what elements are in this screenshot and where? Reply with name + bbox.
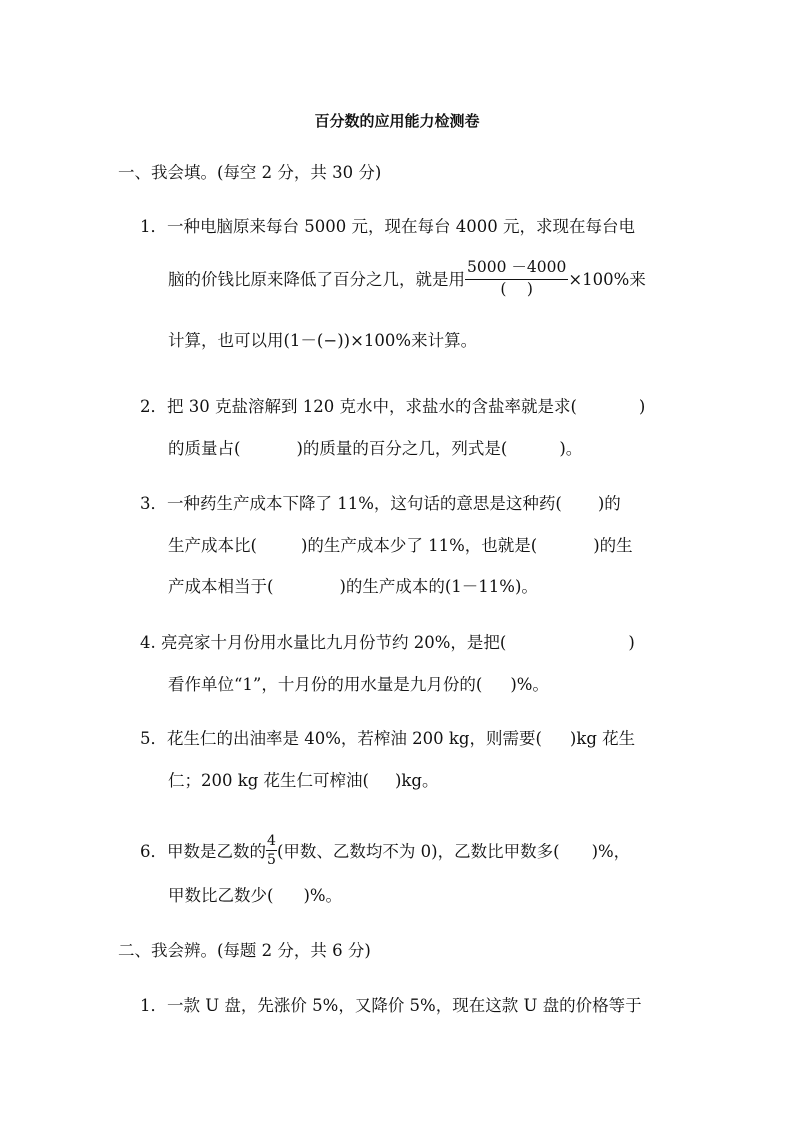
section-1-heading: 一、我会填。(每空 2 分，共 30 分) <box>118 163 382 182</box>
fraction-numerator: 5000 －4000 <box>465 260 568 280</box>
question-1-fraction <box>465 260 568 297</box>
question-6-text: 6．甲数是乙数的 <box>140 842 266 861</box>
question-4-text: ) <box>628 633 635 652</box>
question-6-text: )%， <box>591 842 631 861</box>
question-4-text: 4. 亮亮家十月份用水量比九月份节约 20%，是把( <box>140 633 507 652</box>
question-5-text: )kg。 <box>394 771 439 790</box>
question-3-text: 产成本相当于( <box>168 577 274 596</box>
question-1-line-2 <box>168 258 646 299</box>
question-2-line-2 <box>168 441 582 458</box>
question-3-text: )的 <box>597 494 621 513</box>
question-5-text: 仁；200 kg 花生仁可榨油( <box>168 771 369 790</box>
fraction-numerator: 4 <box>267 833 276 849</box>
question-5-line-1 <box>140 731 635 748</box>
judge-question-1-line-1: 1．一款 U 盘，先涨价 5%，又降价 5%，现在这款 U 盘的价格等于 <box>140 996 642 1015</box>
question-3-text: )的生产成本少了 11%，也就是( <box>300 536 538 555</box>
question-3-line-3 <box>168 579 538 596</box>
fraction-denominator: ( ) <box>500 279 533 298</box>
fraction-denominator: 5 <box>267 852 276 868</box>
question-1-text: 脑的价钱比原来降低了百分之几，就是用 <box>168 270 465 289</box>
question-2-text: )。 <box>559 439 583 458</box>
question-6-text: 甲数比乙数少( <box>168 886 274 905</box>
question-5-text: )kg 花生 <box>569 729 636 748</box>
question-3-line-1 <box>140 496 621 513</box>
question-4-line-1 <box>140 635 635 652</box>
question-6-text: )%。 <box>303 886 343 905</box>
question-1-line-1: 1．一种电脑原来每台 5000 元，现在每台 4000 元，求现在每台电 <box>140 217 635 236</box>
question-2-text: 2．把 30 克盐溶解到 120 克水中，求盐水的含盐率就是求( <box>140 397 577 416</box>
question-3-text: 生产成本比( <box>168 536 257 555</box>
question-4-line-2 <box>168 677 549 694</box>
question-4-text: )%。 <box>510 675 549 694</box>
question-2-text: ) <box>638 397 646 416</box>
question-6-line-1 <box>140 834 630 871</box>
question-1-line-3: 计算，也可以用(1－(−))×100%来计算。 <box>168 331 478 350</box>
question-6-fraction <box>266 833 277 870</box>
section-2-heading: 二、我会辨。(每题 2 分，共 6 分) <box>118 941 371 960</box>
question-4-text: 看作单位“1”，十月份的用水量是九月份的( <box>168 675 483 694</box>
question-3-text: )的生 <box>593 536 633 555</box>
page-title: 百分数的应用能力检测卷 <box>314 112 480 130</box>
question-3-text: 3．一种药生产成本下降了 11%，这句话的意思是这种药( <box>140 494 562 513</box>
question-3-line-2 <box>168 538 633 555</box>
question-5-line-2 <box>168 773 438 790</box>
question-6-text: (甲数、乙数均不为 0)，乙数比甲数多( <box>277 842 560 861</box>
question-2-text: )的质量的百分之几，列式是( <box>296 439 508 458</box>
question-1-text: ×100%来 <box>568 270 646 289</box>
question-5-text: 5．花生仁的出油率是 40%，若榨油 200 kg，则需要( <box>140 729 542 748</box>
question-3-text: )的生产成本的(1－11%)。 <box>339 577 538 596</box>
question-2-text: 的质量占( <box>168 439 241 458</box>
question-2-line-1 <box>140 399 645 416</box>
question-6-line-2 <box>168 888 342 905</box>
